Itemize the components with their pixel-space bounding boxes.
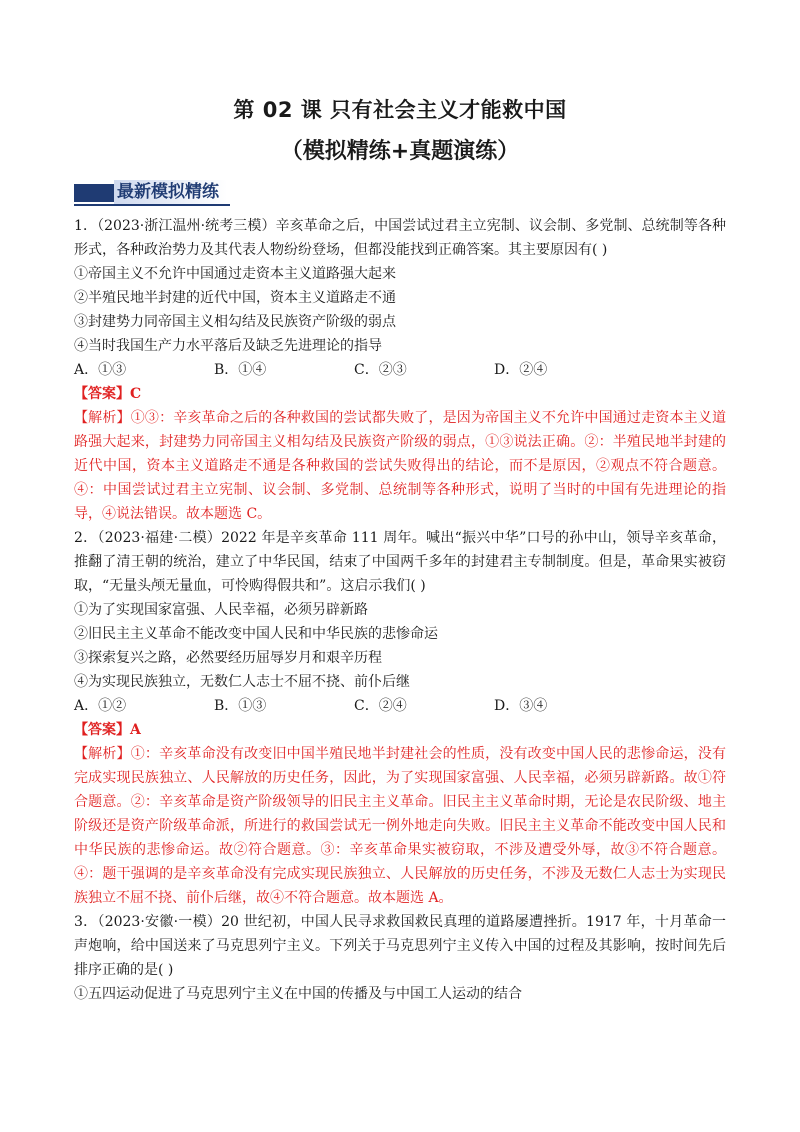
- question-3: [74, 910, 726, 1006]
- statement-item: ②半殖民地半封建的近代中国，资本主义道路走不通: [74, 290, 396, 306]
- section-header-label: 最新模拟精练: [114, 180, 227, 204]
- section-header-bar: [74, 184, 114, 202]
- analysis-text: 【解析】①：辛亥革命没有改变旧中国半殖民地半封建社会的性质，没有改变中国人民的悲惨命运，没有完成实现民族独立、人民解放的历史任务，因此，为了实现国家富强、人民幸福，必须另辟新路。故①符合题意。②：辛亥革命是资产阶级领导的旧民主主义革命。旧民主主义革命时期，无论是农民阶级、地主阶级还是资产阶级革命派，所进行的救国尝试无一例外地走向失败。旧民主主义革命不能改变中国人民和中华民族的悲惨命运。故②符合题意。③：辛亥革命果实被窃取，不涉及遭受外辱，故③不符合题意。④：题干强调的是辛亥革命没有完成实现民族独立、人民解放的历史任务，不涉及无数仁人志士为实现民族独立不屈不挠、前仆后继，故④不符合题意。故本题选 A。: [74, 746, 726, 906]
- question-stem: 3．（2023·安徽·一模）20 世纪初，中国人民寻求救国救民真理的道路屡遭挫折。1917 年，十月革命一声炮响，给中国送来了马克思列宁主义。下列关于马克思列宁主义传入中国的过程及其影响，按时间先后排序正确的是( ): [74, 914, 726, 978]
- option-c: C．②④: [354, 698, 407, 714]
- statement-item: ②旧民主主义革命不能改变中国人民和中华民族的悲惨命运: [74, 626, 438, 642]
- statement-item: ③封建势力同帝国主义相勾结及民族资产阶级的弱点: [74, 314, 396, 330]
- question-2: [74, 526, 726, 910]
- answer-key: 【答案】C: [74, 386, 142, 402]
- statement-item: ④当时我国生产力水平落后及缺乏先进理论的指导: [74, 338, 382, 354]
- option-c: C．②③: [354, 362, 407, 378]
- answer-options: [74, 358, 726, 382]
- statement-item: ③探索复兴之路，必然要经历屈辱岁月和艰辛历程: [74, 650, 382, 666]
- statement-item: ④为实现民族独立，无数仁人志士不屈不挠、前仆后继: [74, 674, 410, 690]
- option-b: B．①④: [214, 362, 267, 378]
- question-stem: 2．（2023·福建·二模）2022 年是辛亥革命 111 周年。喊出“振兴中华”口号的孙中山，领导辛亥革命，推翻了清王朝的统治，建立了中华民国，结束了中国两千多年的封建君主专制制度。但是，革命果实被窃取，“无量头颅无量血，可怜购得假共和”。这启示我们( ): [74, 530, 726, 594]
- statement-item: ①为了实现国家富强、人民幸福，必须另辟新路: [74, 602, 368, 618]
- section-header-underline: [74, 204, 230, 206]
- section-header: [74, 180, 230, 206]
- analysis-text: 【解析】①③：辛亥革命之后的各种救国的尝试都失败了，是因为帝国主义不允许中国通过走资本主义道路强大起来，封建势力同帝国主义相勾结及民族资产阶级的弱点，①③说法正确。②：半殖民地半封建的近代中国，资本主义道路走不通是各种救国的尝试失败得出的结论，而不是原因，②观点不符合题意。④：中国尝试过君主立宪制、议会制、多党制、总统制等各种形式，说明了当时的中国有先进理论的指导，④说法错误。故本题选 C。: [74, 410, 726, 522]
- lesson-subtitle: （模拟精练+真题演练）: [280, 139, 520, 164]
- answer-options: [74, 694, 726, 718]
- statement-item: ①五四运动促进了马克思列宁主义在中国的传播及与中国工人运动的结合: [74, 986, 522, 1002]
- option-d: D．③④: [494, 698, 548, 714]
- option-b: B．①③: [214, 698, 267, 714]
- option-d: D．②④: [494, 362, 548, 378]
- option-a: A．①②: [74, 698, 127, 714]
- option-a: A．①③: [74, 362, 127, 378]
- question-list: [74, 214, 726, 1006]
- question-stem: 1．（2023·浙江温州·统考三模）辛亥革命之后，中国尝试过君主立宪制、议会制、多党制、总统制等各种形式，各种政治势力及其代表人物纷纷登场，但都没能找到正确答案。其主要原因有( ): [74, 218, 726, 258]
- answer-key: 【答案】A: [74, 722, 141, 738]
- lesson-title: 第 02 课 只有社会主义才能救中国: [233, 98, 567, 122]
- question-1: [74, 214, 726, 526]
- statement-item: ①帝国主义不允许中国通过走资本主义道路强大起来: [74, 266, 396, 282]
